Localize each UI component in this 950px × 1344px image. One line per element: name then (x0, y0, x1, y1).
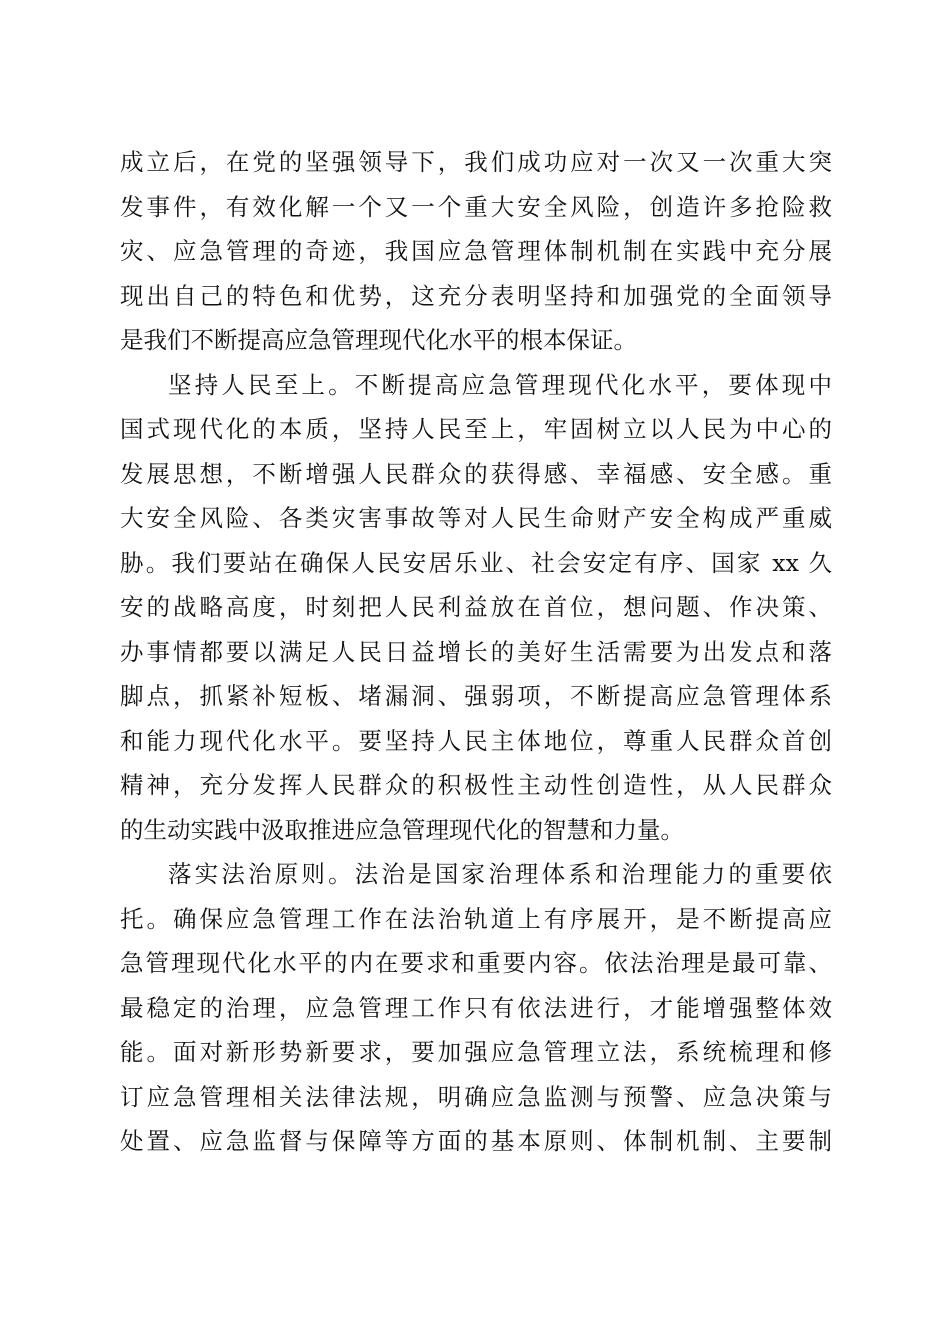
text-line: 安的战略高度，时刻把人民利益放在首位，想问题、作决策、 (120, 593, 832, 621)
text-line: 坚持人民至上。不断提高应急管理现代化水平，要体现中 (168, 370, 832, 399)
body-text (120, 140, 832, 1164)
paragraph-people-first (120, 363, 832, 853)
text-line: 急管理现代化水平的内在要求和重要内容。依法治理是最可靠、 (120, 949, 832, 977)
text-line: 现出自己的特色和优势，这充分表明坚持和加强党的全面领导 (120, 281, 832, 310)
text-line: 的生动实践中汲取推进应急管理现代化的智慧和力量。 (120, 815, 684, 844)
paragraph-party-leadership (120, 140, 832, 363)
text-line: 胁。我们要站在确保人民安居乐业、社会安定有序、国家 xx 久 (120, 548, 832, 577)
text-line: 是我们不断提高应急管理现代化水平的根本保证。 (120, 326, 637, 354)
paragraph-rule-of-law (120, 852, 832, 1164)
text-line: 大安全风险、各类灾害事故等对人民生命财产安全构成严重威 (120, 504, 832, 532)
text-line: 发事件，有效化解一个又一个重大安全风险，创造许多抢险救 (120, 192, 832, 221)
text-line: 精神，充分发挥人民群众的积极性主动性创造性，从人民群众 (120, 771, 832, 799)
text-line: 订应急管理相关法律法规，明确应急监测与预警、应急决策与 (120, 1082, 832, 1111)
text-line: 灾、应急管理的奇迹，我国应急管理体制机制在实践中充分展 (120, 237, 832, 265)
text-line: 脚点，抓紧补短板、堵漏洞、强弱项，不断提高应急管理体系 (120, 682, 832, 710)
text-line: 国式现代化的本质，坚持人民至上，牢固树立以人民为中心的 (120, 415, 832, 443)
text-line: 办事情都要以满足人民日益增长的美好生活需要为出发点和落 (120, 637, 832, 666)
text-line: 最稳定的治理，应急管理工作只有依法进行，才能增强整体效 (120, 993, 832, 1022)
text-line: 落实法治原则。法治是国家治理体系和治理能力的重要依 (168, 860, 832, 888)
text-line: 托。确保应急管理工作在法治轨道上有序展开，是不断提高应 (120, 904, 832, 933)
text-line: 发展思想，不断增强人民群众的获得感、幸福感、安全感。重 (120, 459, 832, 488)
text-line: 和能力现代化水平。要坚持人民主体地位，尊重人民群众首创 (120, 726, 832, 755)
text-line: 成立后，在党的坚强领导下，我们成功应对一次又一次重大突 (120, 148, 832, 176)
text-line: 处置、应急监督与保障等方面的基本原则、体制机制、主要制 (120, 1127, 832, 1155)
text-line: 能。面对新形势新要求，要加强应急管理立法，系统梳理和修 (120, 1038, 832, 1066)
